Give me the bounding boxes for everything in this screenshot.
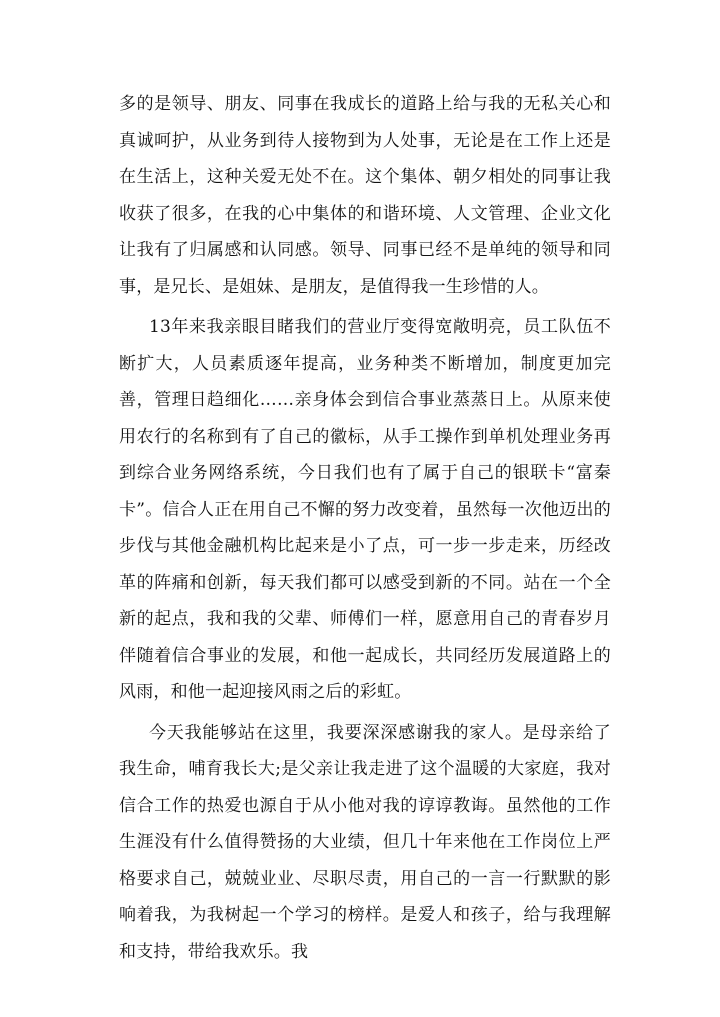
paragraph-1: 多的是领导、朋友、同事在我成长的道路上给与我的无私关心和真诚呵护，从业务到待人接物到为人处事，无论是在工作上还是在生活上，这种关爱无处不在。这个集体、朝夕相处的同事让我收获了很多，在我的心中集体的和谐环境、人文管理、企业文化让我有了归属感和认同感。领导、同事已经不是单纯的领导和同事，是兄长、是姐妹、是朋友，是值得我一生珍惜的人。 (119, 94, 611, 297)
paragraph-3: 今天我能够站在这里，我要深深感谢我的家人。是母亲给了我生命，哺育我长大;是父亲让我走进了这个温暖的大家庭，我对信合工作的热爱也源自于从小他对我的谆谆教诲。虽然他的工作生涯没有什么值得赞扬的大业绩，但几十年来他在工作岗位上严格要求自己，兢兢业业、尽职尽责，用自己的一言一行默默的影响着我，为我树起一个学习的榜样。是爱人和孩子，给与我理解和支持，带给我欢乐。我 (119, 722, 611, 962)
paragraph-2: 13年来我亲眼目睹我们的营业厅变得宽敞明亮，员工队伍不断扩大，人员素质逐年提高，业务种类不断增加，制度更加完善，管理日趋细化……亲身体会到信合事业蒸蒸日上。从原来使用农行的名称到有了自己的徽标，从手工操作到单机处理业务再到综合业务网络系统，今日我们也有了属于自己的银联卡“富秦卡”。信合人正在用自己不懈的努力改变着，虽然每一次他迈出的步伐与其他金融机构比起来是小了点，可一步一步走来，历经改革的阵痛和创新，每天我们都可以感受到新的不同。站在一个全新的起点，我和我的父辈、师傅们一样，愿意用自己的青春岁月伴随着信合事业的发展，和他一起成长，共同经历发展道路上的风雨，和他一起迎接风雨之后的彩虹。 (119, 317, 611, 702)
document-body (119, 86, 611, 970)
